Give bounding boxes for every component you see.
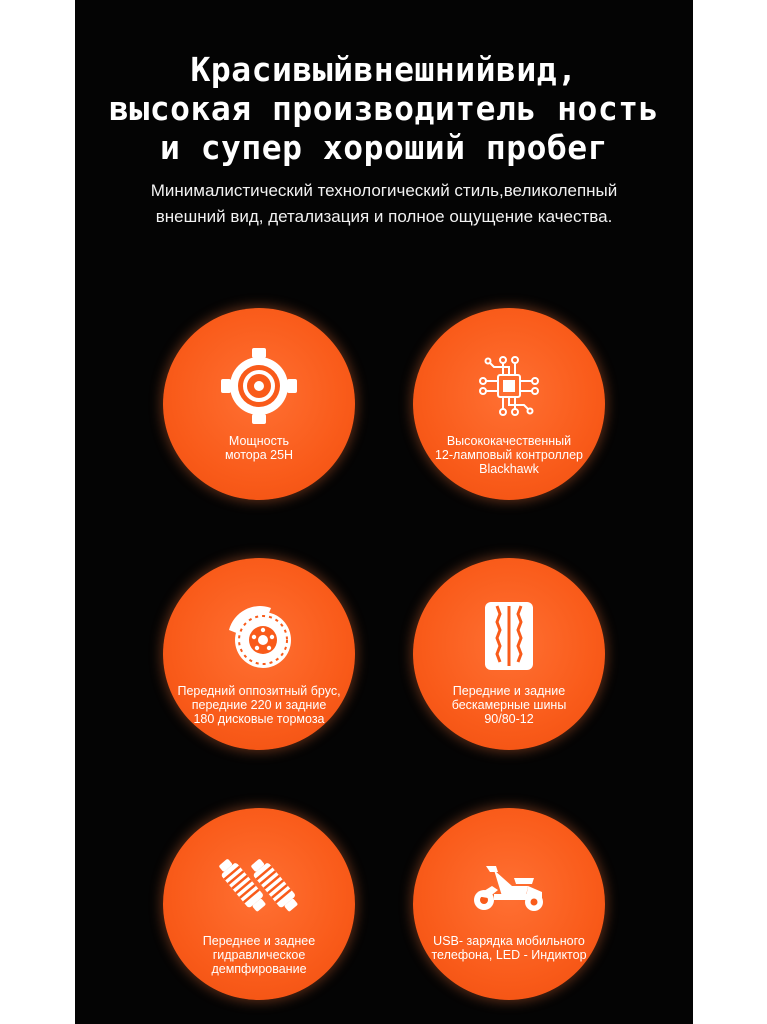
feature-controller	[413, 308, 605, 500]
headline	[75, 50, 693, 167]
feature-label-line: USB- зарядка мобильного	[433, 934, 585, 948]
scooter-icon	[468, 850, 550, 922]
feature-label	[422, 684, 597, 726]
feature-label-line: Передние и задние	[452, 684, 566, 698]
headline-line-3: и супер хороший пробег	[159, 128, 609, 167]
feature-label-line: гидравлическое	[212, 948, 306, 962]
feature-label-line: Высококачественный	[446, 434, 572, 448]
feature-tires	[413, 558, 605, 750]
subtitle-line-2: внешний вид, детализация и полное ощущение качества.	[155, 207, 613, 226]
feature-label	[422, 934, 597, 962]
chip-controller-icon	[474, 350, 544, 422]
feature-label-line: 90/80-12	[484, 712, 534, 726]
feature-label-line: Переднее и заднее	[202, 934, 316, 948]
feature-label-line: мотора 25H	[224, 448, 294, 462]
feature-label-line: 12-ламповый контроллер	[434, 448, 584, 462]
feature-label-line: телефона, LED - Индиктор	[431, 948, 587, 962]
feature-usb-led	[413, 808, 605, 1000]
subtitle	[75, 178, 693, 230]
feature-brakes	[163, 558, 355, 750]
motor-icon	[219, 350, 299, 422]
feature-label-line: Передний оппозитный брус,	[177, 684, 341, 698]
headline-line-2: высокая производитель ность	[109, 89, 659, 128]
feature-label	[422, 434, 597, 476]
subtitle-line-1: Минималистический технологический стиль,великолепный	[150, 181, 618, 200]
shock-absorber-icon	[219, 850, 299, 922]
feature-label	[172, 934, 347, 976]
disc-brake-icon	[219, 600, 299, 672]
feature-motor	[163, 308, 355, 500]
feature-label-line: бескамерные шины	[451, 698, 567, 712]
tire-tread-icon	[481, 600, 537, 672]
feature-label-line: Blackhawk	[479, 462, 539, 476]
feature-label-line: Мощность	[228, 434, 290, 448]
feature-label-line: демпфирование	[211, 962, 307, 976]
feature-label-line: передние 220 и задние	[191, 698, 327, 712]
feature-label	[172, 434, 347, 462]
feature-label	[172, 684, 347, 726]
feature-label-line: 180 дисковые тормоза	[193, 712, 325, 726]
feature-suspension	[163, 808, 355, 1000]
headline-line-1: Красивыйвнешнийвид,	[190, 50, 578, 89]
